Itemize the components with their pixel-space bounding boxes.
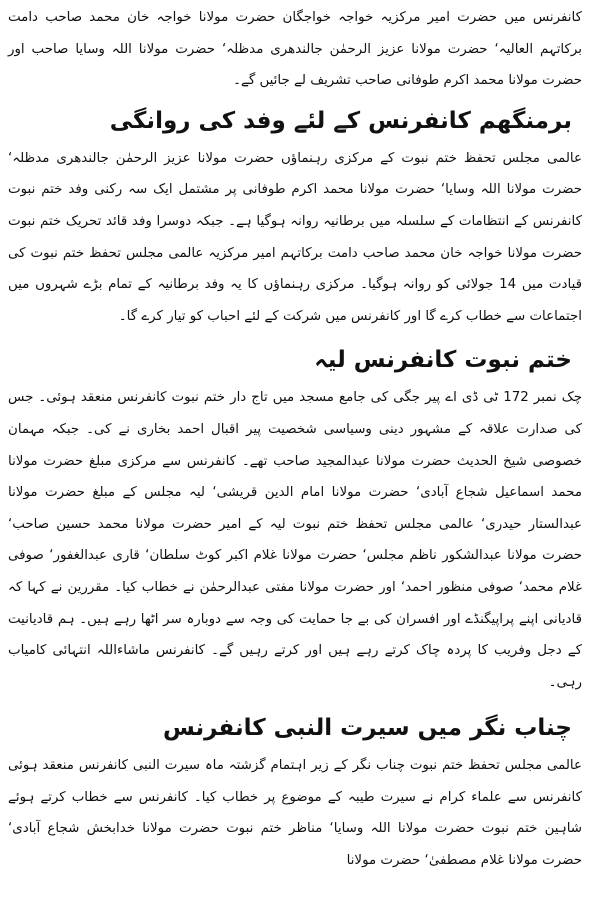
heading-chenab-nagar-seerat: چناب نگر میں سیرت النبی کانفرنس	[162, 715, 572, 742]
paragraph-layyah-conference: چک نمبر 172 ٹی ڈی اے پیر جگی کی جامع مسجد میں تاج دار ختم نبوت کانفرنس منعقد ہوئی۔ جس کی صدارت علاقہ کے مشہور دینی وسیاسی شخصیت پیر اقبال احمد بخاری نے کی۔ جبکہ مہمان خصوصی شیخ الحدیث حضرت مولانا عبدالمجید صاحب تھے۔ کانفرنس سے مرکزی مبلغ حضرت مولانا محمد اسماعیل شجاع آبادی‘ حضرت مولانا امام الدین قریشی‘ لیہ مجلس کے مبلغ حضرت مولانا عبدالستار حیدری‘ عالمی مجلس تحفظ ختم نبوت لیہ کے امیر حضرت مولانا محمد حسین صاحب‘ حضرت مولانا عبدالشکور ناظم مجلس‘ حضرت مولانا غلام اکبر کوٹ سلطان‘ قاری عبدالغفور‘ صوفی غلام محمد‘ صوفی منظور احمد‘ اور حضرت مولانا مفتی عبدالرحمٰن نے خطاب کیا۔ مقررین نے کہا کہ قادیانی اپنے پراپیگنڈے اور افسران کی بے جا حمایت کی وجہ سے دوبارہ سر اٹھا رہے ہیں۔ ہم قادیانیت کے دجل وفریب کا پردہ چاک کرتے رہے ہیں اور کرتے رہیں گے۔ کانفرنس ماشاءاللہ انتہائی کامیاب رہی۔	[8, 390, 582, 690]
paragraph-birmingham-delegation: عالمی مجلس تحفظ ختم نبوت کے مرکزی رہنماؤں حضرت مولانا عزیز الرحمٰن جالندھری مدظلہ‘ حضرت مولانا اللہ وسایا‘ حضرت مولانا محمد اکرم طوفانی پر مشتمل ایک سہ رکنی وفد ختم نبوت کانفرنس کے انتظامات کے سلسلہ میں برطانیہ روانہ ہوگیا ہے۔ جبکہ دوسرا وفد قائد تحریک ختم نبوت حضرت مولانا خواجہ خان محمد صاحب دامت برکاتہم امیر مرکزیہ عالمی مجلس تحفظ ختم نبوت کی قیادت میں 14 جولائی کو روانہ ہوگیا۔ مرکزی رہنماؤں کا یہ وفد برطانیہ کے تمام بڑے شہروں میں اجتماعات سے خطاب کرے گا اور کانفرنس میں شرکت کے لئے احباب کو تیار کرے گا۔	[8, 150, 583, 324]
heading-birmingham-delegation: برمنگھم کانفرنس کے لئے وفد کی روانگی	[109, 107, 572, 134]
heading-layyah-conference: ختم نبوت کانفرنس لیہ	[314, 347, 572, 374]
paragraph-conference-attendees: کانفرنس میں حضرت امیر مرکزیہ خواجہ خواجگان حضرت مولانا خواجہ خان محمد صاحب دامت برکاتہم العالیہ‘ حضرت مولانا عزیز الرحمٰن جالندھری مدظلہ‘ حضرت مولانا اللہ وسایا صاحب اور حضرت مولانا محمد اکرم طوفانی صاحب تشریف لے جائیں گے۔	[8, 10, 582, 89]
paragraph-chenab-nagar-seerat: عالمی مجلس تحفظ ختم نبوت چناب نگر کے زیر اہتمام گزشتہ ماہ سیرت النبی کانفرنس منعقد ہوئی کانفرنس سے علماء کرام نے سیرت طیبہ کے موضوع پر خطاب کیا۔ کانفرنس سے خطاب کرتے ہوئے شاہین ختم نبوت حضرت مولانا اللہ وسایا‘ مناظر ختم نبوت حضرت مولانا خدابخش شجاع آبادی‘ حضرت مولانا غلام مصطفیٰ‘ حضرت مولانا	[8, 758, 582, 869]
